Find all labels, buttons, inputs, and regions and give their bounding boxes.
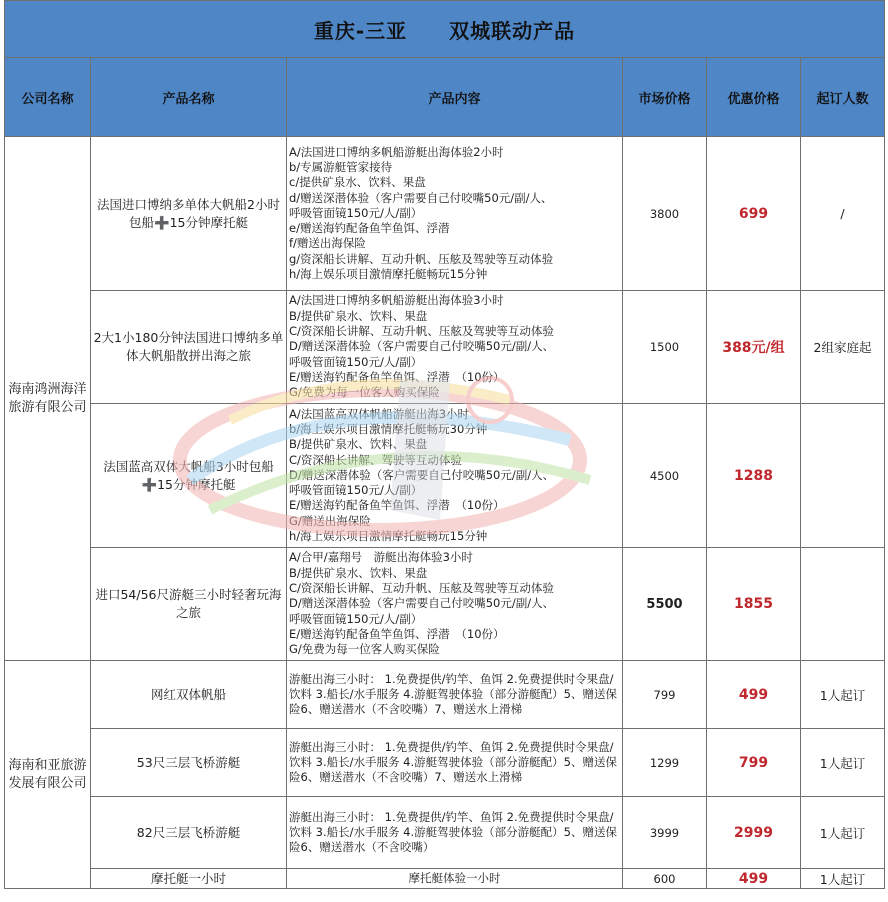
content-line: G/免费为每一位客人购买保险 — [289, 642, 440, 657]
table-row — [5, 661, 885, 729]
content-text: 游艇出海三小时： 1.免费提供/钓竿、鱼饵 2.免费提供时令果盘/饮料 3.船长/水手服务 4.游艇驾驶体验（部分游艇配）5、赠送保险6、赠送潜水（不含咬嘴）7、赠送水上滑梯 — [289, 671, 617, 717]
content-line: 呼吸管面镜150元/人/副） — [289, 611, 423, 626]
product-name: 摩托艇一小时 — [91, 869, 287, 889]
content-line: f/赠送出海保险 — [289, 236, 366, 251]
discount-price: 1855 — [707, 548, 801, 661]
content-text: 游艇出海三小时： 1.免费提供/钓竿、鱼饵 2.免费提供时令果盘/饮料 3.船长/水手服务 4.游艇驾驶体验（部分游艇配）5、赠送保险6、赠送潜水（不含咬嘴） — [289, 809, 617, 855]
product-content — [287, 404, 623, 548]
table-row — [5, 404, 885, 548]
discount-price: 1288 — [707, 404, 801, 548]
table-row — [5, 729, 885, 797]
market-price: 5500 — [623, 548, 707, 661]
content-line: b/海上娱乐项目激情摩托艇畅玩30分钟 — [289, 421, 488, 436]
content-line: C/资深船长讲解、互动升帆、压舷及驾驶等互动体验 — [289, 324, 554, 339]
content-line: A/法国进口博纳多帆船游艇出海体验2小时 — [289, 144, 504, 159]
min-people — [801, 548, 885, 661]
product-table — [4, 0, 885, 889]
header-row — [5, 58, 885, 137]
min-people: 1人起订 — [801, 869, 885, 889]
content-line: A/法国进口博纳多帆船游艇出海体验3小时 — [289, 293, 504, 308]
content-line: E/赠送海钓配备鱼竿鱼饵、浮潜 （10份） — [289, 369, 505, 384]
market-price: 1299 — [623, 729, 707, 797]
content-text: 摩托艇体验一小时 — [408, 870, 501, 885]
content-line: 呼吸管面镜150元/人/副） — [289, 483, 423, 498]
content-line: E/赠送海钓配备鱼竿鱼饵、浮潜 （10份） — [289, 498, 505, 513]
content-line: A/合甲/嘉翔号 游艇出海体验3小时 — [289, 550, 473, 565]
content-line: h/海上娱乐项目激情摩托艇畅玩15分钟 — [289, 529, 488, 544]
discount-price: 499 — [707, 869, 801, 889]
min-people: 1人起订 — [801, 661, 885, 729]
header-market-price: 市场价格 — [623, 58, 707, 137]
market-price: 600 — [623, 869, 707, 889]
min-people: / — [801, 137, 885, 291]
sheet-title: 重庆-三亚 双城联动产品 — [5, 1, 885, 58]
product-name: 2大1小180分钟法国进口博纳多单体大帆船散拼出海之旅 — [91, 291, 287, 404]
content-line: B/提供矿泉水、饮料、果盘 — [289, 565, 428, 580]
market-price: 799 — [623, 661, 707, 729]
discount-price: 388元/组 — [707, 291, 801, 404]
table-row — [5, 869, 885, 889]
min-people: 1人起订 — [801, 797, 885, 869]
discount-price: 499 — [707, 661, 801, 729]
table-row — [5, 137, 885, 291]
market-price: 3999 — [623, 797, 707, 869]
product-name: 82尺三层飞桥游艇 — [91, 797, 287, 869]
content-line: C/资深船长讲解、驾驶等互动体验 — [289, 452, 462, 467]
content-line: g/资深船长讲解、互动升帆、压舷及驾驶等互动体验 — [289, 251, 554, 266]
header-content: 产品内容 — [287, 58, 623, 137]
title-row — [5, 1, 885, 58]
product-name: 进口54/56尺游艇三小时轻奢玩海之旅 — [91, 548, 287, 661]
discount-price: 699 — [707, 137, 801, 291]
content-line: h/海上娱乐项目激情摩托艇畅玩15分钟 — [289, 267, 488, 282]
content-line: b/专属游艇管家接待 — [289, 159, 393, 174]
content-line: D/赠送深潜体验（客户需要自己付咬嘴50元/副/人、 — [289, 596, 555, 611]
discount-price: 799 — [707, 729, 801, 797]
product-content — [287, 797, 623, 869]
content-line: 呼吸管面镜150元/人/副） — [289, 205, 423, 220]
content-line: C/资深船长讲解、互动升帆、压舷及驾驶等互动体验 — [289, 581, 554, 596]
header-min-people: 起订人数 — [801, 58, 885, 137]
header-company: 公司名称 — [5, 58, 91, 137]
market-price: 1500 — [623, 291, 707, 404]
header-discount-price: 优惠价格 — [707, 58, 801, 137]
product-content — [287, 661, 623, 729]
table-row — [5, 548, 885, 661]
content-line: D/赠送深潜体验（客户需要自己付咬嘴50元/副/人、 — [289, 339, 555, 354]
market-price: 3800 — [623, 137, 707, 291]
product-content — [287, 729, 623, 797]
product-name: 法国进口博纳多单体大帆船2小时包船➕15分钟摩托艇 — [91, 137, 287, 291]
company-name: 海南和亚旅游发展有限公司 — [5, 661, 91, 889]
product-name: 53尺三层飞桥游艇 — [91, 729, 287, 797]
table-row — [5, 291, 885, 404]
discount-price: 2999 — [707, 797, 801, 869]
content-line: e/赠送海钓配备鱼竿鱼饵、浮潜 — [289, 221, 450, 236]
content-line: 呼吸管面镜150元/人/副） — [289, 354, 423, 369]
min-people: 1人起订 — [801, 729, 885, 797]
content-line: B/提供矿泉水、饮料、果盘 — [289, 437, 428, 452]
product-content — [287, 548, 623, 661]
min-people — [801, 404, 885, 548]
content-line: A/法国蓝高双体帆船游艇出海3小时 — [289, 406, 470, 421]
content-text: 游艇出海三小时： 1.免费提供/钓竿、鱼饵 2.免费提供时令果盘/饮料 3.船长/水手服务 4.游艇驾驶体验（部分游艇配）5、赠送保险6、赠送潜水（不含咬嘴）7、赠送水上滑梯 — [289, 739, 617, 785]
header-product: 产品名称 — [91, 58, 287, 137]
content-line: d/赠送深潜体验（客户需要自己付咬嘴50元/副/人、 — [289, 190, 553, 205]
content-line: c/提供矿泉水、饮料、果盘 — [289, 175, 426, 190]
table-row — [5, 797, 885, 869]
product-name: 法国蓝高双体大帆船3小时包船➕15分钟摩托艇 — [91, 404, 287, 548]
market-price: 4500 — [623, 404, 707, 548]
content-line: G/免费为每一位客人购买保险 — [289, 385, 440, 400]
content-line: D/赠送深潜体验（客户需要自己付咬嘴50元/副/人、 — [289, 467, 555, 482]
product-content — [287, 291, 623, 404]
content-line: G/赠送出海保险 — [289, 513, 371, 528]
min-people: 2组家庭起 — [801, 291, 885, 404]
product-content — [287, 137, 623, 291]
content-line: E/赠送海钓配备鱼竿鱼饵、浮潜 （10份） — [289, 626, 505, 641]
product-name: 网红双体帆船 — [91, 661, 287, 729]
content-line: B/提供矿泉水、饮料、果盘 — [289, 308, 428, 323]
product-content — [287, 869, 623, 889]
company-name: 海南鸿洲海洋旅游有限公司 — [5, 137, 91, 661]
